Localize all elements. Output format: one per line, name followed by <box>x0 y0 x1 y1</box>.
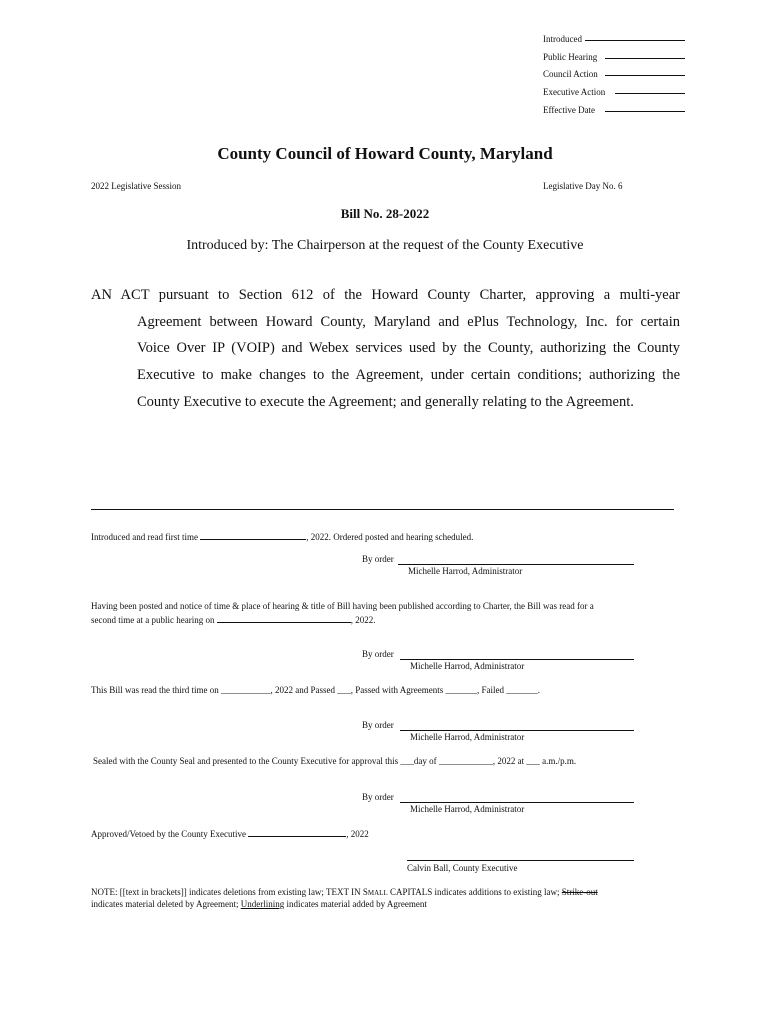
second-reading-date-blank <box>217 613 351 623</box>
page-title: County Council of Howard County, Maryland <box>217 144 553 163</box>
note-text-a: NOTE: [[text in brackets]] indicates deletions from existing law; TEXT IN S <box>91 887 368 897</box>
approved-text: Approved/Vetoed by the County Executive <box>91 829 246 839</box>
signature-line-executive <box>407 860 634 861</box>
note-line-1 <box>91 887 598 897</box>
by-order-3: By order <box>362 720 394 730</box>
public-hearing-label: Public Hearing <box>543 52 598 62</box>
second-reading-post: , 2022. <box>350 615 376 625</box>
by-order-4: By order <box>362 792 394 802</box>
approved-date-blank <box>248 827 346 837</box>
introduced-line <box>585 40 685 41</box>
note-small-caps: MALL <box>367 889 388 897</box>
introduced-label: Introduced <box>543 34 582 44</box>
session-label: 2022 Legislative Session <box>91 181 181 191</box>
act-line-5: County Executive to execute the Agreement; and generally relating to the Agreement. <box>137 393 634 410</box>
legislative-day-label: Legislative Day No. 6 <box>543 181 623 191</box>
county-executive: Calvin Ball, County Executive <box>407 863 518 873</box>
signature-line-1 <box>398 564 634 565</box>
signature-line-4 <box>400 802 634 803</box>
act-line-2: Agreement between Howard County, Maryland and ePlus Technology, Inc. for certain <box>137 313 680 330</box>
first-reading-text: Introduced and read first time <box>91 532 198 542</box>
council-action-line <box>605 75 685 76</box>
by-order-1: By order <box>362 554 394 564</box>
note-underlining: Underlining <box>240 899 285 909</box>
act-line-3: Voice Over IP (VOIP) and Webex services used by the County, authorizing the County <box>137 340 680 357</box>
second-reading-line-1: Having been posted and notice of time & place of hearing & title of Bill having been published according to Charter, the Bill was read for a <box>91 601 594 611</box>
executive-action-label: Executive Action <box>543 87 606 97</box>
act-line-4: Executive to make changes to the Agreement, under certain conditions; authorizing the <box>137 367 680 384</box>
council-action-label: Council Action <box>543 69 598 79</box>
introduced-by: Introduced by: The Chairperson at the request of the County Executive <box>186 238 584 253</box>
bill-number: Bill No. 28-2022 <box>340 206 430 221</box>
first-reading <box>91 530 473 542</box>
effective-date-line <box>605 111 685 112</box>
administrator-2: Michelle Harrod, Administrator <box>410 661 525 671</box>
signature-line-3 <box>400 730 634 731</box>
administrator-3: Michelle Harrod, Administrator <box>410 732 525 742</box>
by-order-2: By order <box>362 649 394 659</box>
note-text-c: indicates material deleted by Agreement; <box>91 899 241 909</box>
note-text-b: CAPITALS indicates additions to existing law; <box>387 887 562 897</box>
third-reading: This Bill was read the third time on ___________, 2022 and Passed ___, Passed with Agreements _______, Failed _______. <box>91 685 540 695</box>
executive-action-line <box>615 93 685 94</box>
act-paragraph <box>91 282 680 416</box>
first-reading-date-blank <box>200 530 306 540</box>
administrator-4: Michelle Harrod, Administrator <box>410 804 525 814</box>
signature-line-2 <box>400 659 634 660</box>
second-reading-line-2 <box>91 613 375 625</box>
public-hearing-line <box>605 58 685 59</box>
act-line-1: AN ACT pursuant to Section 612 of the Howard County Charter, approving a multi-year <box>91 287 680 303</box>
approved-post: , 2022 <box>346 829 369 839</box>
section-divider <box>91 509 674 510</box>
first-reading-post: , 2022. Ordered posted and hearing scheduled. <box>306 532 474 542</box>
sealed-text: Sealed with the County Seal and presented to the County Executive for approval this ___day of ____________, 2022 at ___ a.m./p.m. <box>93 756 577 766</box>
effective-date-label: Effective Date <box>543 105 596 115</box>
approved-vetoed <box>91 827 369 839</box>
note-strike-out: Strike-out <box>561 887 598 897</box>
note-text-d: indicates material added by Agreement <box>284 899 427 909</box>
note-line-2 <box>91 899 427 909</box>
second-reading-text: second time at a public hearing on <box>91 615 215 625</box>
administrator-1: Michelle Harrod, Administrator <box>408 566 523 576</box>
